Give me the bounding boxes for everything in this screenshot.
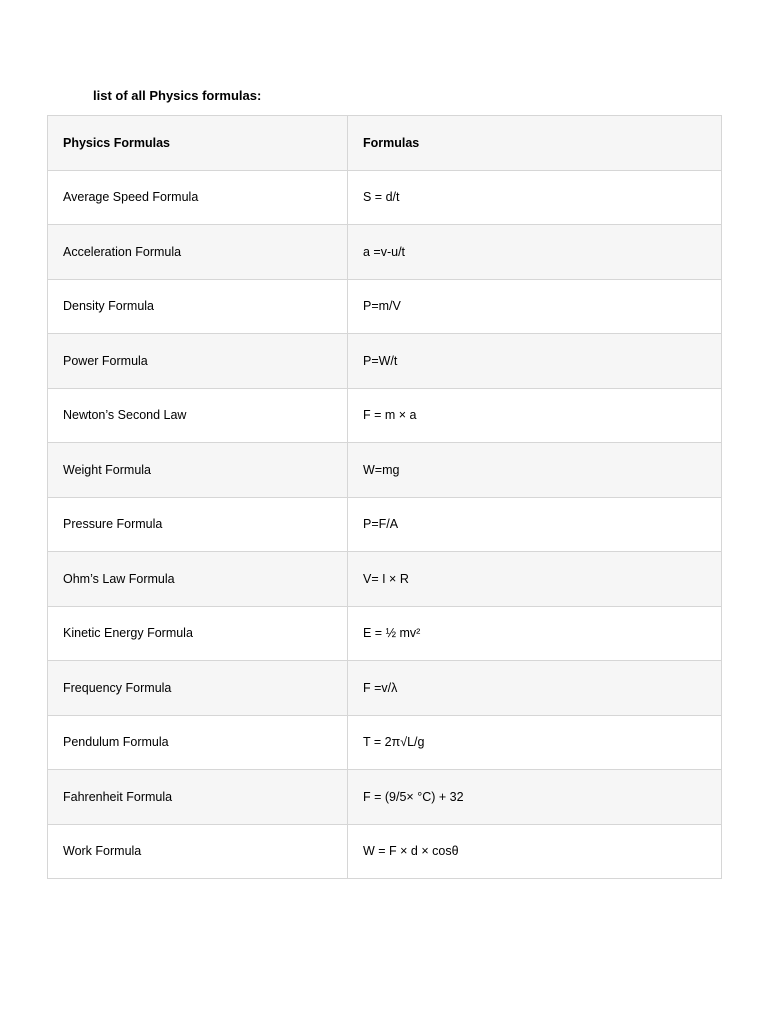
formula-value-cell: F = (9/5× °C) + 32 (348, 770, 722, 825)
table-row (48, 552, 722, 607)
table-row (48, 388, 722, 443)
formula-value-cell: F = m × a (348, 388, 722, 443)
formula-name-cell: Acceleration Formula (48, 225, 348, 280)
header-formulas: Formulas (348, 116, 722, 171)
formula-name-cell: Pendulum Formula (48, 715, 348, 770)
formula-value-cell: W = F × d × cosθ (348, 824, 722, 879)
table-row (48, 497, 722, 552)
formula-name-cell: Density Formula (48, 279, 348, 334)
formula-name-cell: Ohm’s Law Formula (48, 552, 348, 607)
table-row (48, 824, 722, 879)
formula-name-cell: Frequency Formula (48, 661, 348, 716)
table-row (48, 170, 722, 225)
formula-value-cell: S = d/t (348, 170, 722, 225)
formula-value-cell: a =v-u/t (348, 225, 722, 280)
document-title: list of all Physics formulas: (93, 88, 262, 103)
formula-name-cell: Newton’s Second Law (48, 388, 348, 443)
formula-value-cell: P=W/t (348, 334, 722, 389)
table-row (48, 279, 722, 334)
table-row (48, 443, 722, 498)
table-row (48, 606, 722, 661)
formula-name-cell: Weight Formula (48, 443, 348, 498)
table-row (48, 715, 722, 770)
formula-value-cell: T = 2π√L/g (348, 715, 722, 770)
table-row (48, 770, 722, 825)
formula-name-cell: Fahrenheit Formula (48, 770, 348, 825)
table-row (48, 661, 722, 716)
formula-name-cell: Work Formula (48, 824, 348, 879)
formula-value-cell: E = ½ mv² (348, 606, 722, 661)
formula-name-cell: Average Speed Formula (48, 170, 348, 225)
table-row (48, 334, 722, 389)
formula-name-cell: Power Formula (48, 334, 348, 389)
header-physics-formulas: Physics Formulas (48, 116, 348, 171)
formula-value-cell: F =v/λ (348, 661, 722, 716)
table-row (48, 225, 722, 280)
formula-value-cell: P=m/V (348, 279, 722, 334)
formula-value-cell: V= I × R (348, 552, 722, 607)
formula-table (47, 115, 722, 879)
formula-name-cell: Pressure Formula (48, 497, 348, 552)
formula-name-cell: Kinetic Energy Formula (48, 606, 348, 661)
formula-value-cell: P=F/A (348, 497, 722, 552)
formula-value-cell: W=mg (348, 443, 722, 498)
table-header-row (48, 116, 722, 171)
